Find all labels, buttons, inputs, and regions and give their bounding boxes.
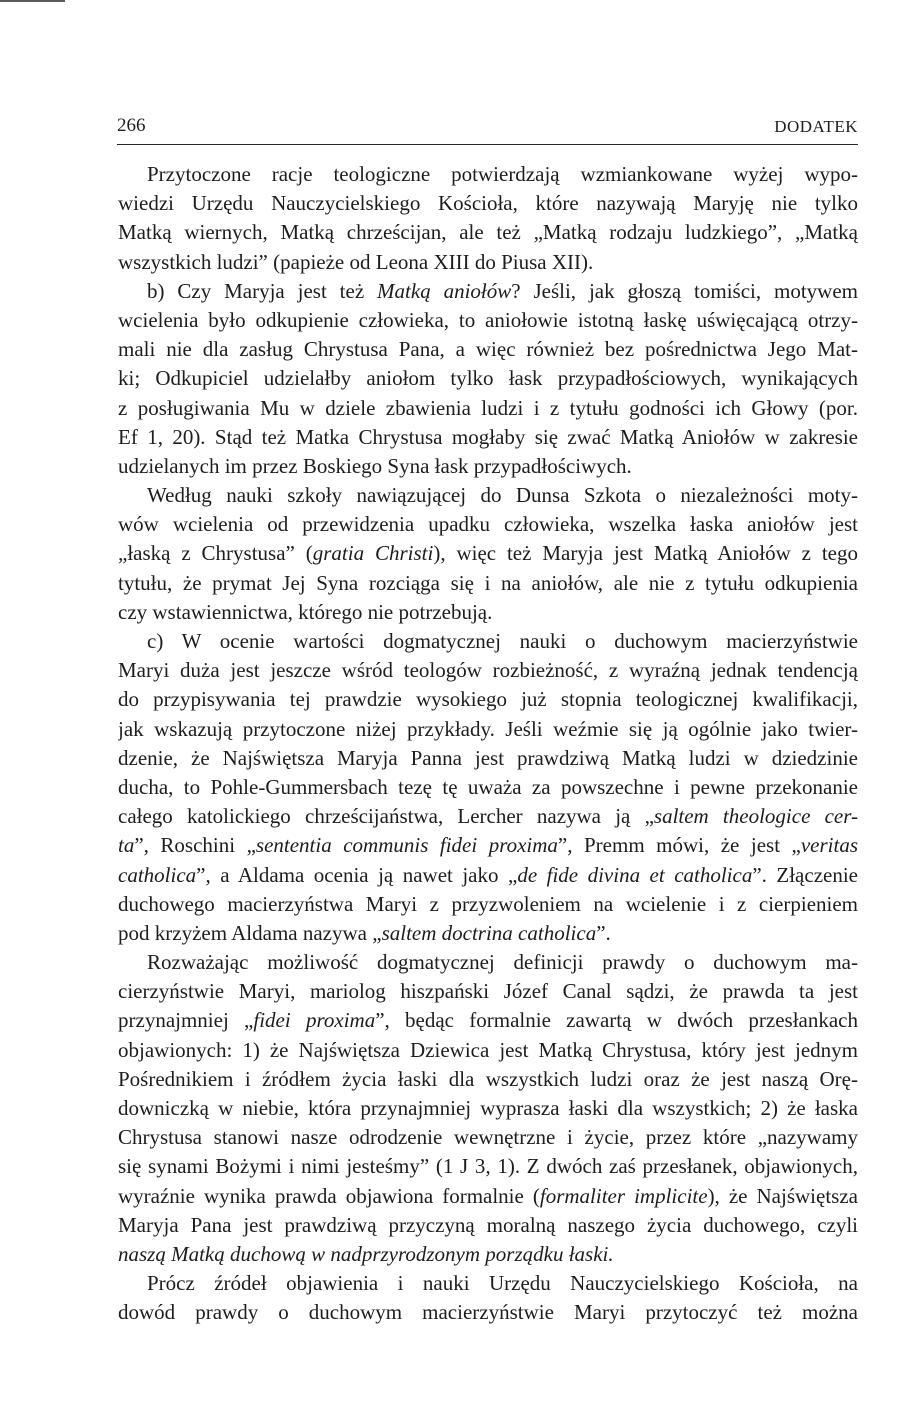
text-line [118,715,858,744]
text-line [118,1269,858,1298]
text-line [118,277,858,306]
text-line [118,1123,858,1152]
text-line [118,189,858,218]
text-run: mali nie dla zasług Chrystusa Pana, a więc również bez pośrednictwa Jego Mat- [118,337,858,362]
text-run: b) Czy Maryja jest też [147,278,378,303]
text-run: ? Jeśli, jak głoszą tomiści, motywem [511,278,858,303]
text-line [118,481,858,510]
text-line [118,656,858,685]
text-run: ”. Złączenie [752,862,858,887]
text-run: wów wcielenia od przewidzenia upadku człowieka, wszelka łaska aniołów jest [118,512,858,537]
text-run: Przytoczone racje teologiczne potwierdzają wzmiankowane wyżej wypo- [147,162,858,186]
text-line [118,598,858,627]
text-line [118,773,858,802]
text-line [118,948,858,977]
text-run: wszystkich ludzi” (papieże od Leona XIII do Piusa XII). [118,249,594,274]
text-line [118,890,858,919]
text-run: tytułu, że prymat Jej Syna rozciąga się i na aniołów, ale nie z tytułu odkupienia [118,570,858,595]
text-run: Matką wiernych, Matką chrześcijan, ale też „Matką rodzaju ludzkiego”, „Matką [118,220,858,245]
italic-text: de fide divina et catholica [517,862,753,887]
page-number: 266 [117,115,146,136]
text-line [118,744,858,773]
italic-text: formaliter implicite [539,1183,708,1208]
text-run: dzenie, że Najświętsza Maryja Panna jest prawdziwą Matką ludzi w dziedzinie [118,745,858,770]
text-run: Pośrednikiem i źródłem życia łaski dla wszystkich ludzi oraz że jest naszą Orę- [118,1066,858,1091]
text-run: jak wskazują przytoczone niżej przykłady. Jeśli weźmie się ją ogólnie jako twier- [118,716,858,741]
text-run: wyraźnie wynika prawda objawiona formalnie ( [118,1183,540,1208]
text-line [118,919,858,948]
italic-text: saltem theologice cer- [653,804,858,829]
text-line [118,452,858,481]
text-line [118,306,858,335]
text-line [118,569,858,598]
text-run: pod krzyżem Aldama nazywa „ [118,920,382,945]
text-run: „łaską z Chrystusa” ( [118,541,313,566]
text-line [118,1006,858,1035]
text-run: przynajmniej „ [118,1008,254,1033]
text-run: Chrystusa stanowi nasze odrodzenie wewnętrzne i życie, przez które „nazywamy [118,1125,858,1150]
text-line [118,1036,858,1065]
text-line [118,802,858,831]
text-line [118,510,858,539]
text-line [118,423,858,452]
text-run: cierzyństwie Maryi, mariolog hiszpański Józef Canal sądzi, że prawda ta jest [118,979,858,1004]
text-run: całego katolickiego chrześcijaństwa, Lercher nazywa ją „ [118,804,654,829]
scan-edge-mark [0,0,65,2]
text-run: wcielenia było odkupienie człowieka, to aniołowie istotną łaskę uświęcającą otrzy- [118,307,858,332]
italic-text: naszą Matką duchową w nadprzyrodzonym porządku łaski. [118,1241,614,1266]
text-line [118,1240,858,1269]
text-line [118,160,858,189]
text-run: z posługiwania Mu w dziele zbawienia ludzi i z tytułu godności ich Głowy (por. [118,395,858,420]
text-line [118,364,858,393]
text-line [118,831,858,860]
text-run: objawionych: 1) że Najświętsza Dziewica jest Matką Chrystusa, który jest jednym [118,1037,858,1062]
italic-text: catholica [118,862,197,887]
italic-text: gratia Christi [312,541,434,566]
italic-text: saltem doctrina catholica [381,920,597,945]
italic-text: Matką aniołów [377,278,512,303]
text-line [118,218,858,247]
italic-text: veritas [800,833,858,858]
text-run: Ef 1, 20). Stąd też Matka Chrystusa mogłaby się zwać Matką Aniołów w zakresie [118,424,858,449]
text-run: wiedzi Urzędu Nauczycielskiego Kościoła, które nazywają Maryję nie tylko [118,191,858,216]
text-run: Prócz źródeł objawienia i nauki Urzędu Nauczycielskiego Kościoła, na [147,1271,858,1296]
text-line [118,248,858,277]
text-run: ), więc też Maryja jest Matką Aniołów z tego [433,541,858,566]
text-line [118,627,858,656]
italic-text: sententia communis fidei proxima [255,833,558,858]
text-line [118,861,858,890]
text-run: Rozważając możliwość dogmatycznej definicji prawdy o duchowym ma- [147,950,858,975]
text-line [118,1211,858,1240]
text-run: do przypisywania tej prawdzie wysokiego już stopnia teologicznej kwalifikacji, [118,687,858,712]
text-line [118,1094,858,1123]
text-line [118,977,858,1006]
text-run: Według nauki szkoły nawiązującej do Dunsa Szkota o niezależności moty- [147,483,858,508]
text-line [118,1298,858,1327]
text-run: ”. [596,920,611,945]
text-line [118,394,858,423]
text-run: czy wstawiennictwa, którego nie potrzebują. [118,599,493,624]
text-run: ”, będąc formalnie zawartą w dwóch przesłankach [375,1008,858,1033]
header-rule [117,144,858,145]
text-run: ”, a Aldama ocenia ją nawet jako „ [196,862,518,887]
page-header [117,111,858,151]
text-run: Maryi duża jest jeszcze wśród teologów rozbieżność, z wyraźną jednak tendencją [118,658,858,683]
text-run: ducha, to Pohle-Gummersbach tezę tę uważa za powszechne i pewne przekonanie [118,774,858,799]
text-run: dowód prawdy o duchowym macierzyństwie Maryi przytoczyć też można [118,1300,858,1325]
italic-text: fidei proxima [253,1008,376,1033]
text-run: downiczką w niebie, która przynajmniej wyprasza łaski dla wszystkich; 2) że łaska [118,1096,858,1120]
text-run: ki; Odkupiciel udzielałby aniołom tylko łask przypadłościowych, wynikających [118,366,858,391]
text-line [118,335,858,364]
text-run: ), że Najświętsza [707,1183,858,1208]
running-head: DODATEK [774,117,858,136]
text-run: c) W ocenie wartości dogmatycznej nauki o duchowym macierzyństwie [147,629,858,653]
italic-text: ta [118,833,135,858]
text-run: udzielanych im przez Boskiego Syna łask przypadłościwych. [118,453,632,478]
text-run: ”, Roschini „ [134,833,256,858]
text-line [118,685,858,714]
text-line [118,1182,858,1211]
body-text [118,160,858,1328]
text-run: się synami Bożymi i nimi jesteśmy” (1 J 3, 1). Z dwóch zaś przesłanek, objawionych, [118,1154,858,1179]
text-line [118,1152,858,1181]
text-line [118,539,858,568]
text-run: duchowego macierzyństwa Maryi z przyzwoleniem na wcielenie i z cierpieniem [118,891,858,916]
text-line [118,1065,858,1094]
text-run: ”, Premm mówi, że jest „ [557,833,801,858]
text-run: Maryja Pana jest prawdziwą przyczyną moralną naszego życia duchowego, czyli [118,1212,858,1237]
